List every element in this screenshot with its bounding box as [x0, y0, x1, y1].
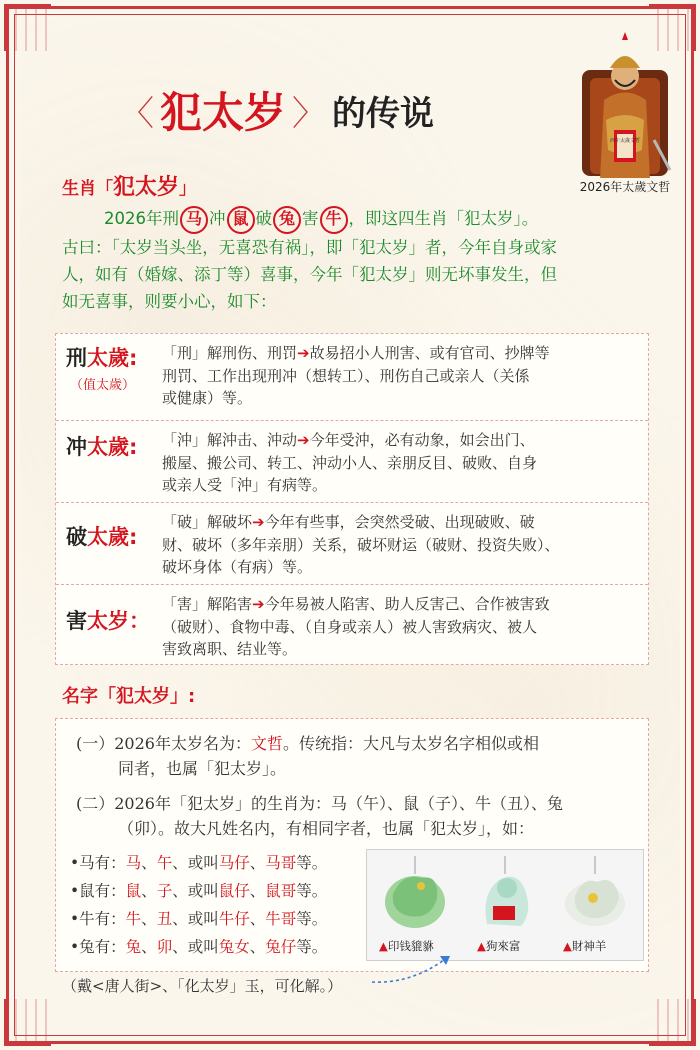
row-label-taisui: 太歲	[87, 525, 129, 549]
zodiac-sep: 、或叫	[172, 938, 219, 956]
row-text-line	[162, 593, 642, 616]
triangle-icon: ▲	[477, 939, 486, 953]
zodiac-end: 等。	[296, 938, 328, 956]
row-text: 「破」解破坏	[162, 513, 253, 531]
zodiac-sep: 、	[249, 854, 266, 872]
sub-heading-suffix: 」	[179, 179, 197, 199]
zodiac-name: 兔仔	[265, 938, 297, 956]
page-title	[120, 80, 540, 140]
section-heading-zodiac	[62, 170, 196, 201]
zodiac-circle-rabbit: 兔	[273, 206, 301, 234]
tai-sui-name: 文哲	[250, 734, 283, 753]
jade-dog-image	[463, 854, 547, 936]
corner-ornament	[649, 999, 696, 1046]
jade-label: 印钱貔貅	[387, 939, 434, 953]
zodiac-name: 午	[156, 854, 173, 872]
row-label	[66, 521, 137, 551]
zodiac-sep: 、	[141, 910, 157, 928]
row-text-line	[162, 342, 642, 365]
zodiac-name: 牛哥	[265, 910, 297, 928]
title-open-bracket: 〈	[120, 93, 154, 134]
zodiac-circle-ox: 牛	[320, 206, 348, 234]
row-text-line: 破坏身体（有病）等。	[162, 558, 313, 576]
zodiac-lead: •马有：	[70, 854, 126, 872]
row-text: 今年易被人陷害、助人反害己、合作被害致	[264, 595, 550, 613]
arrow-icon: ➔	[252, 513, 265, 531]
zodiac-end: 等。	[296, 882, 328, 900]
zodiac-name: 鼠仔	[218, 882, 250, 900]
row-label-taisui: 太歲	[87, 435, 129, 459]
title-suffix: 的传说	[332, 93, 435, 134]
row-label-taisui: 太岁	[87, 609, 129, 633]
zodiac-name: 鼠	[125, 882, 142, 900]
tai-sui-deity-image	[570, 30, 680, 178]
intro-line-3: 人，如有（婚嫁、添丁等）喜事，今年「犯太岁」则无坏事发生，但	[62, 264, 557, 284]
zodiac-sep: 、	[249, 938, 266, 956]
row-text: 「沖」解沖击、沖动	[162, 431, 298, 449]
names-point-1	[76, 731, 636, 781]
row-text-line: 搬屋、搬公司、转工、沖动小人、亲朋反目、破败、自身	[162, 453, 538, 472]
row-description	[162, 429, 642, 497]
row-description	[162, 593, 642, 661]
row-label-taisui: 太歲	[87, 346, 129, 370]
corner-ornament	[4, 999, 51, 1046]
row-sublabel: （值太歲）	[70, 378, 136, 393]
jade-label: 狗來富	[485, 939, 521, 953]
arrow-icon: ➔	[252, 595, 265, 613]
row-label-colon: ：	[129, 609, 150, 633]
row-text: 今年有些事，会突然受破、出现破败、破	[264, 513, 535, 531]
arrow-icon: ➔	[297, 431, 310, 449]
names-text: (一）2026年太岁名为：	[76, 734, 251, 753]
row-label-key: 冲	[66, 435, 87, 459]
zodiac-circle-horse: 马	[180, 206, 208, 234]
arrow-icon: ➔	[297, 344, 310, 362]
names-panel	[55, 718, 649, 972]
zodiac-lead: •牛有：	[70, 910, 126, 928]
jade-caption	[477, 938, 520, 954]
sub-heading-prefix: 生肖「	[62, 179, 113, 199]
jade-caption	[563, 938, 606, 954]
jade-label: 財神羊	[571, 939, 607, 953]
row-label-key: 破	[66, 525, 87, 549]
zodiac-name: 卯	[156, 938, 173, 956]
row-text: 故易招小人刑害、或有官司、抄牌等	[309, 344, 550, 362]
zodiac-sep: 、	[141, 938, 157, 956]
row-text-line: 或健康）等。	[162, 389, 253, 407]
names-point-2	[76, 791, 636, 841]
zodiac-sep: 、	[249, 882, 266, 900]
offense-row-hai	[56, 584, 648, 665]
row-description	[162, 342, 642, 410]
zodiac-name: 马	[125, 854, 142, 872]
zodiac-sep: 、	[141, 854, 157, 872]
zodiac-sep: 、	[141, 882, 157, 900]
deity-tablet-text: 西午太歲文哲	[609, 138, 641, 144]
zodiac-end: 等。	[296, 854, 328, 872]
zodiac-sep: 、	[249, 910, 266, 928]
row-label	[66, 342, 137, 372]
intro-text: 害	[302, 209, 319, 228]
row-text-line: （破财）、食物中毒、（自身或亲人）被人害致病灾、被人	[162, 617, 538, 636]
zodiac-line-rat	[70, 879, 327, 901]
row-label-colon: :	[129, 525, 138, 549]
row-description	[162, 511, 642, 579]
intro-paragraph	[62, 205, 662, 315]
offense-row-xing	[56, 334, 648, 420]
row-label-colon: :	[129, 346, 138, 370]
zodiac-name: 鼠哥	[265, 882, 297, 900]
zodiac-name: 马哥	[265, 854, 297, 872]
offense-types-panel	[55, 333, 649, 665]
intro-text: 2026年刑	[104, 209, 179, 228]
zodiac-sep: 、或叫	[172, 910, 219, 928]
zodiac-lead: •兔有：	[70, 938, 126, 956]
row-label-key: 害	[66, 609, 87, 633]
names-line: (二）2026年「犯太岁」的生肖为：马（午）、鼠（子）、牛（丑）、兔	[76, 794, 563, 813]
triangle-icon: ▲	[563, 939, 572, 953]
intro-text: 冲	[209, 209, 226, 228]
zodiac-name: 兔女	[218, 938, 250, 956]
intro-line-1	[62, 205, 662, 234]
triangle-icon: ▲	[379, 939, 388, 953]
intro-line-2: 古曰：「太岁当头坐，无喜恐有祸」，即「犯太岁」者，今年自身或家	[62, 237, 557, 257]
footnote: （戴<唐人街>、「化太岁」玉，可化解。）	[62, 977, 343, 995]
zodiac-end: 等。	[296, 910, 328, 928]
deity-caption: 2026年太歲文哲	[579, 180, 671, 194]
intro-line-4: 如无喜事，则要小心，如下：	[62, 291, 277, 311]
zodiac-lead: •鼠有：	[70, 882, 126, 900]
corner-ornament	[4, 4, 51, 51]
row-text-line: 害致离职、结业等。	[162, 640, 298, 658]
row-label-colon: :	[129, 435, 138, 459]
row-text-line	[162, 429, 642, 452]
intro-text: 破	[255, 209, 272, 228]
names-line: 同者，也属「犯太岁」。	[118, 759, 287, 778]
sub-heading-main: 犯太岁	[113, 175, 180, 200]
names-text: 。传统指：大凡与太岁名字相似或相	[282, 734, 539, 753]
title-main: 犯太岁	[160, 88, 287, 137]
zodiac-name: 马仔	[218, 854, 250, 872]
title-close-bracket: 〉	[292, 93, 327, 134]
zodiac-line-horse	[70, 851, 327, 873]
row-text: 「害」解陷害	[162, 595, 253, 613]
zodiac-circle-rat: 鼠	[227, 206, 255, 234]
names-line: （卯）。故大凡姓名内，有相同字者，也属「犯太岁」，如：	[118, 819, 535, 838]
dotted-arrow-icon	[370, 950, 460, 986]
offense-row-po	[56, 502, 648, 585]
intro-text: ，即这四生肖「犯太岁」。	[348, 209, 539, 228]
jade-goat-image	[553, 854, 637, 936]
zodiac-sep: 、或叫	[172, 854, 219, 872]
zodiac-name: 牛	[125, 910, 142, 928]
row-text-line: 或亲人受「沖」有病等。	[162, 476, 328, 494]
zodiac-name: 牛仔	[218, 910, 250, 928]
row-label	[66, 431, 137, 461]
jade-amulets-panel	[366, 849, 644, 961]
row-label-key: 刑	[66, 346, 87, 370]
row-text: 「刑」解刑伤、刑罚	[162, 344, 298, 362]
jade-pixiu-image	[373, 854, 457, 936]
zodiac-line-ox	[70, 907, 327, 929]
section-heading-names: 名字「犯太岁」:	[62, 686, 196, 707]
zodiac-name: 子	[156, 882, 173, 900]
zodiac-name: 丑	[156, 910, 173, 928]
zodiac-sep: 、或叫	[172, 882, 219, 900]
names-line	[76, 731, 636, 756]
offense-row-chong	[56, 420, 648, 503]
row-label	[66, 605, 150, 635]
row-text-line: 财、破坏（多年亲朋）关系，破坏财运（破财、投资失败）、	[162, 535, 560, 554]
row-text: 今年受沖，必有动象，如会出门、	[309, 431, 535, 449]
row-text-line	[162, 511, 642, 534]
row-text-line: 刑罚、工作出现刑冲（想转工）、刑伤自己或亲人（关係	[162, 366, 530, 385]
zodiac-name: 兔	[125, 938, 142, 956]
zodiac-line-rabbit	[70, 935, 327, 957]
